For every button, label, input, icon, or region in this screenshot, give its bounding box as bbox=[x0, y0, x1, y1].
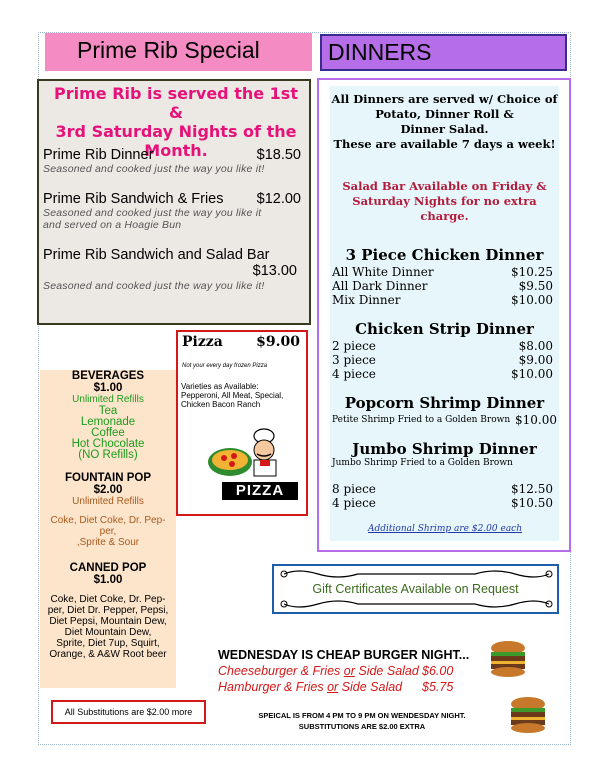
prime-rib-item-name: Prime Rib Sandwich & Fries bbox=[43, 191, 224, 207]
beverage-item: Lemonade bbox=[80, 416, 136, 428]
prime-rib-item-desc: Seasoned and cooked just the way you like it! bbox=[43, 280, 265, 292]
row-price: $8.00 bbox=[518, 339, 553, 353]
fountain-list-line: Coke, Diet Coke, Dr. Pep- bbox=[50, 515, 166, 526]
burger-special-note bbox=[226, 710, 498, 732]
additional-shrimp-note: Additional Shrimp are $2.00 each bbox=[368, 524, 523, 534]
burger-item: Cheeseburger & Fries bbox=[218, 664, 344, 678]
fountain-list-line: ,Sprite & Sour bbox=[76, 537, 140, 548]
burger-or: or bbox=[327, 680, 339, 694]
burger-row bbox=[218, 664, 419, 678]
canned-price: $1.00 bbox=[93, 574, 123, 586]
row-price: $10.00 bbox=[511, 367, 553, 381]
prime-rib-item-desc: Seasoned and cooked just the way you like it! bbox=[43, 163, 265, 175]
beverage-item: Coffee bbox=[91, 427, 125, 439]
salad-bar-note bbox=[330, 179, 559, 224]
dinners-intro-line: Potato, Dinner Roll & bbox=[375, 107, 514, 121]
beverages-refills: Unlimited Refills bbox=[72, 394, 144, 405]
burger-icon bbox=[508, 696, 548, 734]
prime-rib-item-name: Prime Rib Sandwich and Salad Bar bbox=[43, 247, 270, 263]
dinners-intro bbox=[330, 92, 559, 152]
prime-rib-item-price: $12.00 bbox=[256, 191, 301, 207]
row-price: $10.25 bbox=[511, 265, 553, 279]
dinners-intro-line: All Dinners are served w/ Choice of bbox=[331, 92, 558, 106]
fountain-title: FOUNTAIN POP bbox=[64, 472, 152, 484]
prime-rib-box bbox=[37, 79, 311, 325]
row-label: All Dark Dinner bbox=[332, 279, 428, 293]
burger-row bbox=[218, 680, 402, 694]
section-subtitle: Jumbo Shrimp Fried to a Golden Brown bbox=[332, 458, 513, 468]
pizza-varieties bbox=[181, 382, 305, 409]
canned-list-line: Diet Pepsi, Mountain Dew, bbox=[49, 616, 167, 627]
prime-rib-title-line: Month. bbox=[144, 141, 208, 160]
row-label: Mix Dinner bbox=[332, 293, 401, 307]
burger-price: $5.75 bbox=[422, 680, 454, 694]
canned-list-line: per, Diet Dr. Pepper, Pepsi, bbox=[47, 605, 169, 616]
canned-list-line: Sprite, Diet 7up, Squirt, bbox=[56, 638, 160, 649]
beverages-price: $1.00 bbox=[93, 382, 123, 394]
beverage-item: Tea bbox=[98, 405, 118, 417]
burger-side: Side Salad bbox=[354, 664, 419, 678]
pizza-box bbox=[176, 330, 308, 516]
prime-rib-item-desc: and served on a Hoagie Bun bbox=[43, 219, 182, 231]
burger-icon bbox=[488, 640, 528, 678]
beverage-item: Hot Chocolate bbox=[71, 438, 145, 450]
row-label: 3 piece bbox=[332, 353, 376, 367]
beverages-box bbox=[40, 370, 176, 688]
row-price: $10.50 bbox=[511, 496, 553, 510]
prime-rib-item-price: $18.50 bbox=[256, 147, 301, 163]
beverage-item: (NO Refills) bbox=[78, 449, 138, 461]
section-title: Jumbo Shrimp Dinner bbox=[352, 440, 537, 458]
canned-title: CANNED POP bbox=[69, 562, 147, 574]
burger-special-line: SPEICAL IS FROM 4 PM TO 9 PM ON WENDESDAY NIGHT. bbox=[258, 711, 466, 720]
prime-rib-item-name: Prime Rib Dinner bbox=[43, 147, 154, 163]
pizza-tagline: Not your every day frozen Pizza bbox=[182, 363, 268, 369]
prime-rib-title-line: 3rd Saturday Nights of the bbox=[55, 122, 297, 141]
row-label: 4 piece bbox=[332, 367, 376, 381]
pizza-varieties-line: Varieties as Available: bbox=[181, 382, 259, 391]
canned-list-line: Orange, & A&W Root beer bbox=[49, 649, 167, 660]
gift-certificate-box bbox=[272, 564, 559, 614]
beverages-title: BEVERAGES bbox=[71, 370, 145, 382]
pizza-varieties-line: Chicken Bacon Ranch bbox=[181, 400, 261, 409]
burger-price: $6.00 bbox=[422, 664, 454, 678]
dinners-header: DINNERS bbox=[320, 34, 567, 71]
section-title: 3 Piece Chicken Dinner bbox=[345, 246, 544, 264]
fountain-price: $2.00 bbox=[93, 484, 123, 496]
row-label: Petite Shrimp Fried to a Golden Brown bbox=[332, 415, 511, 425]
row-label: 2 piece bbox=[332, 339, 376, 353]
row-price: $10.00 bbox=[511, 293, 553, 307]
row-label: 8 piece bbox=[332, 482, 376, 496]
dinners-intro-line: These are available 7 days a week! bbox=[333, 137, 556, 151]
row-price: $12.50 bbox=[511, 482, 553, 496]
section-title: Popcorn Shrimp Dinner bbox=[344, 394, 545, 412]
salad-bar-line: charge. bbox=[420, 209, 469, 223]
prime-rib-item-price: $13.00 bbox=[252, 263, 297, 279]
pizza-varieties-line: Pepperoni, All Meat, Special, bbox=[181, 391, 284, 400]
prime-rib-item-desc: Seasoned and cooked just the way you like it bbox=[43, 207, 262, 219]
salad-bar-line: Saturday Nights for no extra bbox=[352, 194, 537, 208]
salad-bar-line: Salad Bar Available on Friday & bbox=[342, 179, 547, 193]
fountain-refills: Unlimited Refills bbox=[72, 496, 144, 507]
burger-night-title: WEDNESDAY IS CHEAP BURGER NIGHT... bbox=[218, 648, 470, 662]
prime-rib-title-line: Prime Rib is served the 1st & bbox=[54, 84, 298, 122]
substitutions-note: All Substitutions are $2.00 more bbox=[51, 700, 206, 724]
pizza-logo: PIZZA bbox=[222, 482, 298, 500]
pizza-title: Pizza bbox=[182, 334, 223, 350]
burger-special-line: SUBSTITUTIONS ARE $2.00 EXTRA bbox=[298, 722, 426, 731]
row-price: $9.50 bbox=[518, 279, 553, 293]
dinners-intro-line: Dinner Salad. bbox=[400, 122, 489, 136]
pizza-price: $9.00 bbox=[256, 334, 300, 350]
row-price: $10.00 bbox=[515, 413, 557, 427]
burger-side: Side Salad bbox=[338, 680, 403, 694]
row-label: All White Dinner bbox=[332, 265, 434, 279]
dinners-panel bbox=[330, 86, 559, 541]
canned-list-line: Diet Mountain Dew, bbox=[64, 627, 152, 638]
section-title: Chicken Strip Dinner bbox=[355, 320, 534, 338]
row-price: $9.00 bbox=[518, 353, 553, 367]
fountain-list-line: per, bbox=[99, 526, 117, 537]
canned-list-line: Coke, Diet Coke, Dr. Pep- bbox=[50, 594, 166, 605]
burger-item: Hamburger & Fries bbox=[218, 680, 328, 694]
prime-rib-header: Prime Rib Special bbox=[45, 33, 312, 71]
burger-or: or bbox=[343, 664, 355, 678]
row-label: 4 piece bbox=[332, 496, 376, 510]
gift-certificate-text: Gift Certificates Available on Request bbox=[312, 582, 519, 596]
